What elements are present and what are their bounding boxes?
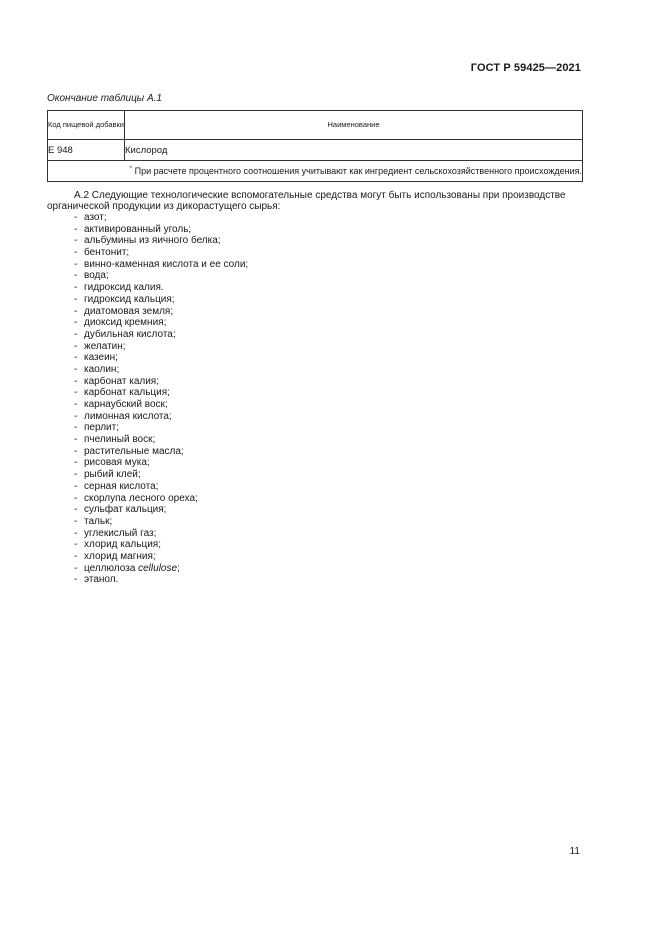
- list-dash: -: [74, 515, 78, 527]
- paragraph-text: А.2 Следующие технологические вспомогательные средства могут быть использованы при производстве органической продукции из дикорастущего сырья:: [47, 190, 566, 213]
- list-item: [74, 528, 248, 540]
- standard-code: ГОСТ Р 59425—2021: [470, 62, 581, 74]
- list-item: [74, 247, 248, 259]
- list-item-text: активированный уголь;: [84, 223, 192, 235]
- list-item: [74, 235, 248, 247]
- column-header-code: Код пищевой добавки: [48, 111, 125, 140]
- list-dash: -: [74, 293, 78, 305]
- list-item-text: пчелиный воск;: [84, 434, 156, 446]
- list-item: [74, 516, 248, 528]
- list-item: [74, 224, 248, 236]
- list-dash: -: [74, 328, 78, 340]
- list-dash: -: [74, 562, 78, 574]
- list-dash: -: [74, 434, 78, 446]
- list-dash: -: [74, 387, 78, 399]
- cell-code: E 948: [48, 140, 125, 161]
- list-item-text: казеин;: [84, 352, 118, 364]
- list-dash: -: [74, 410, 78, 422]
- list-item: [74, 282, 248, 294]
- list-item-text: перлит;: [84, 422, 119, 434]
- cell-name: Кислород: [125, 140, 583, 161]
- list-dash: -: [74, 539, 78, 551]
- list-item-text: винно-каменная кислота и ее соли;: [84, 258, 249, 270]
- list-item: [74, 469, 248, 481]
- list-item-text: растительные масла;: [84, 445, 184, 457]
- list-dash: -: [74, 492, 78, 504]
- list-item: [74, 376, 248, 388]
- table-header-row: [48, 111, 583, 140]
- table-footnote-row: [48, 161, 583, 182]
- list-dash: -: [74, 258, 78, 270]
- list-item: [74, 294, 248, 306]
- list-dash: -: [74, 270, 78, 282]
- list-item-text: хлорид магния;: [84, 550, 156, 562]
- list-item-text: бентонит;: [84, 247, 130, 259]
- list-dash: -: [74, 352, 78, 364]
- list-item: [74, 504, 248, 516]
- list-item: [74, 212, 248, 224]
- list-dash: -: [74, 247, 78, 259]
- list-dash: -: [74, 317, 78, 329]
- list-item: [74, 317, 248, 329]
- list-item: [74, 574, 248, 586]
- list-item-text: гидроксид кальция;: [84, 293, 175, 305]
- list-item-text: рыбий клей;: [84, 469, 141, 481]
- list-item: [74, 259, 248, 271]
- list-item: [74, 352, 248, 364]
- footnote-mark: *: [129, 166, 133, 172]
- list-item: [74, 387, 248, 399]
- list-item-text: карнаубский воск;: [84, 399, 168, 410]
- list-item: [74, 364, 248, 376]
- list-dash: -: [74, 223, 78, 235]
- list-item: [74, 411, 248, 423]
- column-header-name: Наименование: [125, 111, 583, 140]
- list-item: [74, 493, 248, 505]
- table-row: [48, 140, 583, 161]
- additives-table: [47, 110, 583, 182]
- list-item-text: диатомовая земля;: [84, 305, 174, 317]
- list-dash: -: [74, 574, 78, 586]
- list-dash: -: [74, 305, 78, 317]
- table-footnote: [48, 161, 583, 182]
- list-item: [74, 446, 248, 458]
- list-dash: -: [74, 212, 78, 223]
- list-item: [74, 434, 248, 446]
- list-item-text: серная кислота;: [84, 480, 159, 492]
- list-dash: -: [74, 340, 78, 352]
- list-item: [74, 270, 248, 282]
- list-item: [74, 551, 248, 563]
- item-suffix: ;: [177, 562, 180, 574]
- latin-term: cellulose: [138, 562, 178, 574]
- list-dash: -: [74, 445, 78, 457]
- list-item-text: тальк;: [84, 515, 113, 527]
- list-item-text: вода;: [84, 270, 109, 282]
- list-dash: -: [74, 469, 78, 481]
- list-item: [74, 329, 248, 341]
- list-dash: -: [74, 422, 78, 434]
- list-item-text: сульфат кальция;: [84, 504, 167, 516]
- list-item: [74, 481, 248, 493]
- list-item-text: карбонат калия;: [84, 375, 159, 387]
- list-dash: -: [74, 527, 78, 539]
- table-caption: Окончание таблицы А.1: [47, 93, 162, 104]
- list-item-text: карбонат кальция;: [84, 387, 170, 399]
- list-dash: -: [74, 282, 78, 294]
- list-dash: -: [74, 480, 78, 492]
- list-item: [74, 457, 248, 469]
- list-dash: -: [74, 504, 78, 516]
- footnote-text: При расчете процентного соотношения учитывают как ингредиент сельскохозяйственного происхождения.: [132, 166, 582, 176]
- list-dash: -: [74, 457, 78, 469]
- list-item-text: дубильная кислота;: [84, 328, 176, 340]
- list-item-text: каолин;: [84, 363, 120, 375]
- list-item: [74, 422, 248, 434]
- list-item-text: скорлупа лесного ореха;: [84, 492, 198, 504]
- list-item-text: целлюлоза: [84, 562, 139, 574]
- list-item: [74, 399, 248, 411]
- list-dash: -: [74, 363, 78, 375]
- section-paragraph: [47, 190, 583, 213]
- list-dash: -: [74, 550, 78, 562]
- list-dash: -: [74, 375, 78, 387]
- list-dash: -: [74, 399, 78, 410]
- list-item-text: этанол.: [84, 574, 119, 586]
- list-item-text: азот;: [84, 212, 107, 223]
- list-dash: -: [74, 235, 78, 247]
- list-item: [74, 563, 248, 575]
- page-number: 11: [569, 846, 580, 857]
- list-item-text: хлорид кальция;: [84, 539, 161, 551]
- list-item-text: гидроксид калия.: [84, 282, 164, 294]
- list-item-text: диоксид кремния;: [84, 317, 167, 329]
- list-item: [74, 539, 248, 551]
- list-item-text: углекислый газ;: [84, 527, 157, 539]
- list-item-text: рисовая мука;: [84, 457, 150, 469]
- list-item: [74, 306, 248, 318]
- list-item: [74, 341, 248, 353]
- list-item-text: альбумины из яичного белка;: [84, 235, 221, 247]
- list-item-text: желатин;: [84, 340, 126, 352]
- list-item-text: лимонная кислота;: [84, 410, 172, 422]
- processing-aids-list: [74, 212, 248, 586]
